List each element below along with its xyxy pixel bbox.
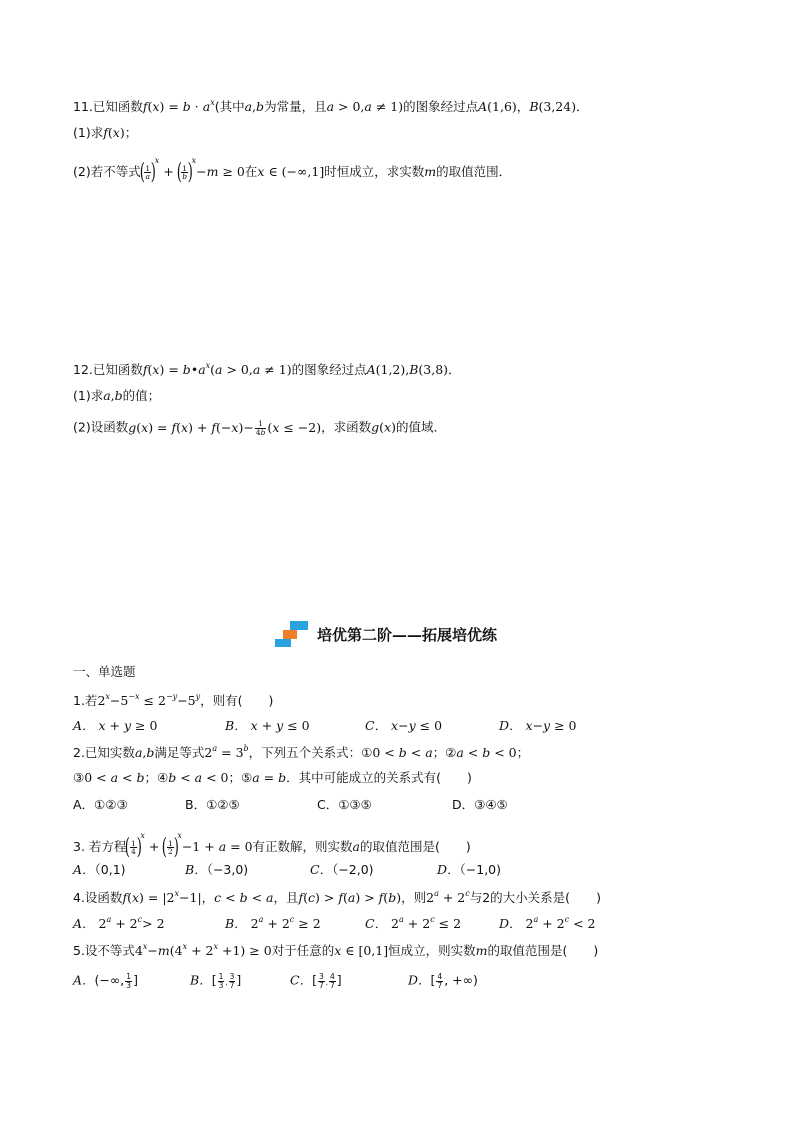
q11-mid1: (其中 xyxy=(214,99,245,114)
mcq5-option-b[interactable]: B．[ $\frac{1}{3}$ , $\frac{3}{7}$ ] xyxy=(190,972,242,990)
mcq4-option-b[interactable]: B． $2^a + 2^c \ge 2$ xyxy=(225,915,321,931)
mcq2-line2-d: ．其中可能成立的关系式有( xyxy=(286,770,442,785)
mcq2-option-b[interactable] xyxy=(185,799,240,812)
mcq2-option-a-label: A．①②③ xyxy=(73,797,128,812)
q11-line-3: (2)若不等式( $\frac{1}{a}$ )$^x$ + ( $\frac{1}{b}$ )$^x$−m ≥ 0在x ∈ (−∞,1]时恒成立，求实数m的取值范围． xyxy=(73,156,512,185)
mcq5-stem: 5.设不等式$4^x-m(4^x + 2^x +1) \ge 0$对于任意的x ∈ [0,1]恒成立，则实数m的取值范围是( ) xyxy=(73,942,599,958)
mcq1-stem-b: ，则有( xyxy=(200,693,243,708)
mcq2-line2-e: ) xyxy=(467,770,472,785)
section-logo-icon xyxy=(275,620,311,648)
mcq2-option-d[interactable] xyxy=(452,799,508,812)
mcq3-stem-b: 有正数解，则实数 xyxy=(252,839,353,854)
mcq1-stem: 1.若$2^x-5^{-x} \le 2^{-y}-5^y$，则有( ) xyxy=(73,692,274,708)
mcq5-option-c-label: C． xyxy=(290,972,313,988)
q12-mid: 的图象经过点 xyxy=(291,362,367,377)
q11-part1: (1)求 xyxy=(73,125,104,140)
mcq2-line2-c: ；⑤ xyxy=(228,770,253,785)
mcq2-option-d-label: D．③④⑤ xyxy=(452,797,508,812)
q12-end: ． xyxy=(448,362,461,377)
mcq1-stem-a: 1.若 xyxy=(73,693,98,708)
mcq4-option-a-label: A． xyxy=(73,916,95,931)
q11-part1-end: ； xyxy=(124,125,138,140)
mcq2-stem-c: ，下列五个关系式：① xyxy=(248,745,373,760)
q11-formula: $f(x) = b \cdot a^x$ xyxy=(142,98,215,114)
mcq4-option-a[interactable]: A． $2^a + 2^c> 2$ xyxy=(73,915,165,931)
mcq1-option-a-label: A． xyxy=(73,718,95,733)
mcq2-stem-a: 2.已知实数 xyxy=(73,745,135,760)
q11-part2-a: (2)若不等式 xyxy=(73,164,141,179)
mcq4-option-b-label: B． xyxy=(225,916,247,931)
mcq5-stem-e: ) xyxy=(593,943,599,958)
mcq2-stem-line-2: ③0 < a < b；④b < a < 0；⑤a = b．其中可能成立的关系式有( ) xyxy=(73,770,472,785)
q11-part2-d: 的取值范围． xyxy=(436,164,512,179)
mcq5-stem-a: 5.设不等式 xyxy=(73,943,135,958)
q11-prefix: 11.已知函数 xyxy=(73,99,143,114)
mcq2-option-c-label: C．①③⑤ xyxy=(317,797,372,812)
mcq2-option-c[interactable] xyxy=(317,799,372,812)
part-label xyxy=(73,666,136,679)
q11-mid2: 为常量，且 xyxy=(264,99,327,114)
mcq2-stem-b: 满足等式 xyxy=(154,745,205,760)
mcq3-option-a-label: A． xyxy=(73,862,95,877)
mcq3-option-d[interactable]: D．（−1,0) xyxy=(437,862,502,877)
q12-part1-end: 的值； xyxy=(122,388,161,403)
mcq3-option-c-label: C． xyxy=(310,862,333,877)
mcq4-option-c-label: C． xyxy=(365,916,388,931)
mcq5-stem-c: 恒成立，则实数 xyxy=(388,943,476,958)
q11-part2-b: 在 xyxy=(244,164,258,179)
q11-mid3: 的图象经过点 xyxy=(403,99,479,114)
mcq5-stem-d: 的取值范围是( xyxy=(487,943,568,958)
mcq5-option-a-label: A． xyxy=(73,972,95,988)
mcq2-line2-a: ③ xyxy=(73,770,85,785)
mcq3-option-a[interactable]: A．（0,1) xyxy=(73,862,126,877)
mcq4-option-c[interactable]: C． $2^a + 2^c \le 2$ xyxy=(365,915,462,931)
mcq3-stem-a: 3. 若方程 xyxy=(73,839,127,854)
mcq4-stem-c: ，则 xyxy=(401,890,427,905)
mcq5-option-d[interactable]: D．[ $\frac{4}{7}$ , +∞) xyxy=(408,972,478,990)
q11-line-1: 11.已知函数$f(x) = b \cdot a^x$(其中a,b为常量，且a > 0,a ≠ 1)的图象经过点A(1,6)，B(3,24)． xyxy=(73,98,589,114)
mcq5-option-d-label: D． xyxy=(408,972,431,988)
mcq3-stem-d: ) xyxy=(465,839,471,854)
q11-line-2: (1)求f(x)； xyxy=(73,125,138,140)
q11-end: ． xyxy=(576,99,589,114)
mcq3-option-b[interactable]: B．（−3,0) xyxy=(185,862,249,877)
mcq4-stem-a: 4.设函数 xyxy=(73,890,123,905)
q12-part2-b: ，求函数 xyxy=(321,419,372,435)
mcq4-stem: 4.设函数$f(x) = |2^x-1|$，c < b < a，且f(c) > f(a) > f(b)，则$2^a + 2^c$与2的大小关系是( ) xyxy=(73,889,601,905)
q12-line-1: 12.已知函数$f(x) = b•a^x(a > 0,a \ne 1)$的图象经过点A(1,2),B(3,8)． xyxy=(73,361,461,377)
mcq1-option-c[interactable]: C． x−y ≤ 0 xyxy=(365,718,443,733)
q11-sep: ， xyxy=(516,99,530,114)
mcq5-stem-b: 对于任意的 xyxy=(271,943,335,958)
mcq1-option-c-label: C． xyxy=(365,718,388,733)
mcq2-stem-line-1: 2.已知实数a,b满足等式$2^a = 3^b$，下列五个关系式：①0 < b < a；②a < b < 0； xyxy=(73,744,530,760)
mcq3-option-b-label: B． xyxy=(185,862,207,877)
mcq1-option-b[interactable]: B． x + y ≤ 0 xyxy=(225,718,310,733)
q12-part2-c: 的值域． xyxy=(395,419,446,435)
mcq4-stem-b: ，且 xyxy=(273,890,299,905)
part-label-text: 一、单选题 xyxy=(73,664,136,679)
mcq1-option-b-label: B． xyxy=(225,718,247,733)
mcq2-option-b-label: B．①②⑤ xyxy=(185,797,240,812)
mcq3-stem: 3. 若方程( $\frac{1}{4}$ )$^x$ + ( $\frac{1}{2}$ )$^x$−1 + a = 0有正数解，则实数a的取值范围是( ) xyxy=(73,831,471,860)
q12-line-3: (2)设函数g(x) = f(x) + f(−x)− $\frac{1}{4b}$ (x ≤ −2)，求函数g(x)的值域． xyxy=(73,419,446,437)
mcq4-stem-d: 与2的大小关系是( xyxy=(469,890,571,905)
q12-part2-a: (2)设函数 xyxy=(73,419,129,435)
q11-part2-c: 时恒成立，求实数 xyxy=(324,164,425,179)
q12-prefix: 12.已知函数 xyxy=(73,362,143,377)
q12-part1: (1)求 xyxy=(73,388,104,403)
mcq5-option-c[interactable]: C．[ $\frac{3}{7}$ , $\frac{4}{7}$ ] xyxy=(290,972,342,990)
mcq2-stem-d: ；② xyxy=(432,745,457,760)
mcq5-option-b-label: B． xyxy=(190,972,212,988)
mcq1-option-a[interactable]: A． x + y ≥ 0 xyxy=(73,718,158,733)
mcq3-option-c[interactable]: C．（−2,0) xyxy=(310,862,374,877)
section-title-text: 培优第二阶——拓展培优练 xyxy=(317,625,498,644)
section-title xyxy=(275,620,497,648)
mcq4-option-d[interactable]: D． $2^a + 2^c < 2$ xyxy=(499,915,596,931)
mcq5-option-a[interactable]: A．(−∞, $\frac{1}{3}$ ] xyxy=(73,972,138,990)
mcq2-line2-b: ；④ xyxy=(144,770,169,785)
mcq4-stem-e: ) xyxy=(596,890,601,905)
mcq1-option-d-label: D． xyxy=(499,718,522,733)
q12-line-2: (1)求a,b的值； xyxy=(73,388,161,403)
mcq4-option-d-label: D． xyxy=(499,916,522,931)
mcq1-option-d[interactable]: D． x−y ≥ 0 xyxy=(499,718,577,733)
mcq3-stem-c: 的取值范围是( xyxy=(360,839,440,854)
mcq3-option-d-label: D． xyxy=(437,862,460,877)
mcq1-stem-c: ) xyxy=(268,693,274,708)
mcq2-option-a[interactable] xyxy=(73,799,128,812)
mcq2-stem-e: ； xyxy=(516,745,530,760)
